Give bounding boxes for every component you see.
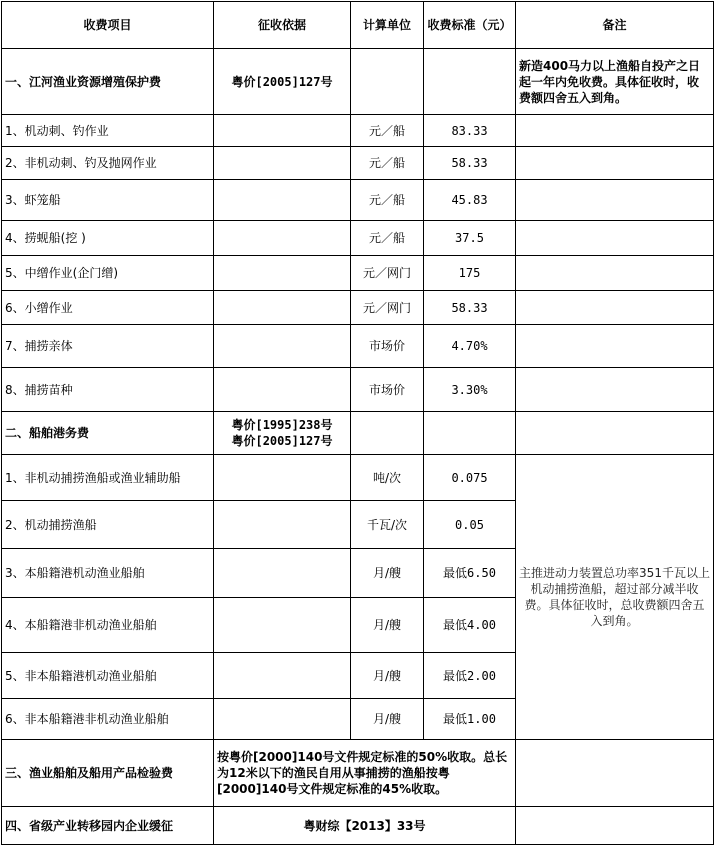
section1-title: 一、江河渔业资源增殖保护费 <box>2 49 214 115</box>
section1-basis: 粤价[2005]127号 <box>214 49 351 115</box>
section2-basis-line2: 粤价[2005]127号 <box>231 434 333 448</box>
item-unit: 元／船 <box>351 180 424 221</box>
item-value: 0.05 <box>424 501 516 549</box>
section1-remark: 新造400马力以上渔船自投产之日起一年内免收费。具体征收时，收费额四舍五入到角。 <box>516 49 714 115</box>
table-row <box>2 455 714 501</box>
section4-basis: 粤财综【2013】33号 <box>214 807 516 845</box>
table-row <box>2 256 714 291</box>
item-value: 4.70% <box>424 325 516 368</box>
item-value: 最低4.00 <box>424 598 516 653</box>
table-row <box>2 325 714 368</box>
header-unit: 计算单位 <box>351 2 424 49</box>
section3-row <box>2 740 714 807</box>
item-value: 58.33 <box>424 147 516 180</box>
header-item: 收费项目 <box>2 2 214 49</box>
item-value: 45.83 <box>424 180 516 221</box>
item-name: 2、非机动刺、钓及抛网作业 <box>2 147 214 180</box>
section4-title: 四、省级产业转移园内企业缓征 <box>2 807 214 845</box>
header-row <box>2 2 714 49</box>
item-value: 最低1.00 <box>424 699 516 740</box>
item-value: 0.075 <box>424 455 516 501</box>
item-name: 3、虾笼船 <box>2 180 214 221</box>
item-name: 6、非本船籍港非机动渔业船舶 <box>2 699 214 740</box>
item-unit: 月/艘 <box>351 598 424 653</box>
item-value: 最低2.00 <box>424 653 516 699</box>
section2-title: 二、船舶港务费 <box>2 412 214 455</box>
item-unit: 吨/次 <box>351 455 424 501</box>
fee-table <box>1 1 714 845</box>
item-value: 58.33 <box>424 291 516 325</box>
header-basis: 征收依据 <box>214 2 351 49</box>
item-name: 2、机动捕捞渔船 <box>2 501 214 549</box>
item-unit: 月/艘 <box>351 699 424 740</box>
item-name: 4、捞蚬船(挖 ) <box>2 221 214 256</box>
item-name: 3、本船籍港机动渔业船舶 <box>2 549 214 598</box>
item-name: 1、机动刺、钓作业 <box>2 115 214 147</box>
table-row <box>2 368 714 412</box>
item-unit: 市场价 <box>351 368 424 412</box>
item-name: 4、本船籍港非机动渔业船舶 <box>2 598 214 653</box>
table-row <box>2 180 714 221</box>
item-unit: 市场价 <box>351 325 424 368</box>
item-value: 3.30% <box>424 368 516 412</box>
item-unit: 月/艘 <box>351 653 424 699</box>
section2-basis <box>214 412 351 455</box>
item-unit: 元／船 <box>351 147 424 180</box>
item-unit: 元／船 <box>351 115 424 147</box>
header-standard: 收费标准（元） <box>424 2 516 49</box>
section4-row <box>2 807 714 845</box>
item-unit: 月/艘 <box>351 549 424 598</box>
table-row <box>2 291 714 325</box>
table-row <box>2 147 714 180</box>
item-name: 8、捕捞苗种 <box>2 368 214 412</box>
section2-row <box>2 412 714 455</box>
item-value: 37.5 <box>424 221 516 256</box>
section2-remark: 主推进动力装置总功率351千瓦以上机动捕捞渔船，超过部分减半收费。具体征收时，总收费额四舍五入到角。 <box>516 455 714 740</box>
item-unit: 元／网门 <box>351 256 424 291</box>
item-unit: 元／船 <box>351 221 424 256</box>
item-name: 1、非机动捕捞渔船或渔业辅助船 <box>2 455 214 501</box>
item-name: 5、非本船籍港机动渔业船舶 <box>2 653 214 699</box>
item-name: 6、小缯作业 <box>2 291 214 325</box>
section1-row <box>2 49 714 115</box>
section2-basis-line1: 粤价[1995]238号 <box>231 418 333 432</box>
table-row <box>2 115 714 147</box>
item-value: 最低6.50 <box>424 549 516 598</box>
item-value: 175 <box>424 256 516 291</box>
item-value: 83.33 <box>424 115 516 147</box>
section3-title: 三、渔业船舶及船用产品检验费 <box>2 740 214 807</box>
header-remark: 备注 <box>516 2 714 49</box>
table-row <box>2 221 714 256</box>
item-name: 7、捕捞亲体 <box>2 325 214 368</box>
item-unit: 千瓦/次 <box>351 501 424 549</box>
section3-text: 按粤价[2000]140号文件规定标准的50%收取。总长为12米以下的渔民自用从事捕捞的渔船按粤[2000]140号文件规定标准的45%收取。 <box>214 740 516 807</box>
item-unit: 元／网门 <box>351 291 424 325</box>
item-name: 5、中缯作业(企门缯) <box>2 256 214 291</box>
